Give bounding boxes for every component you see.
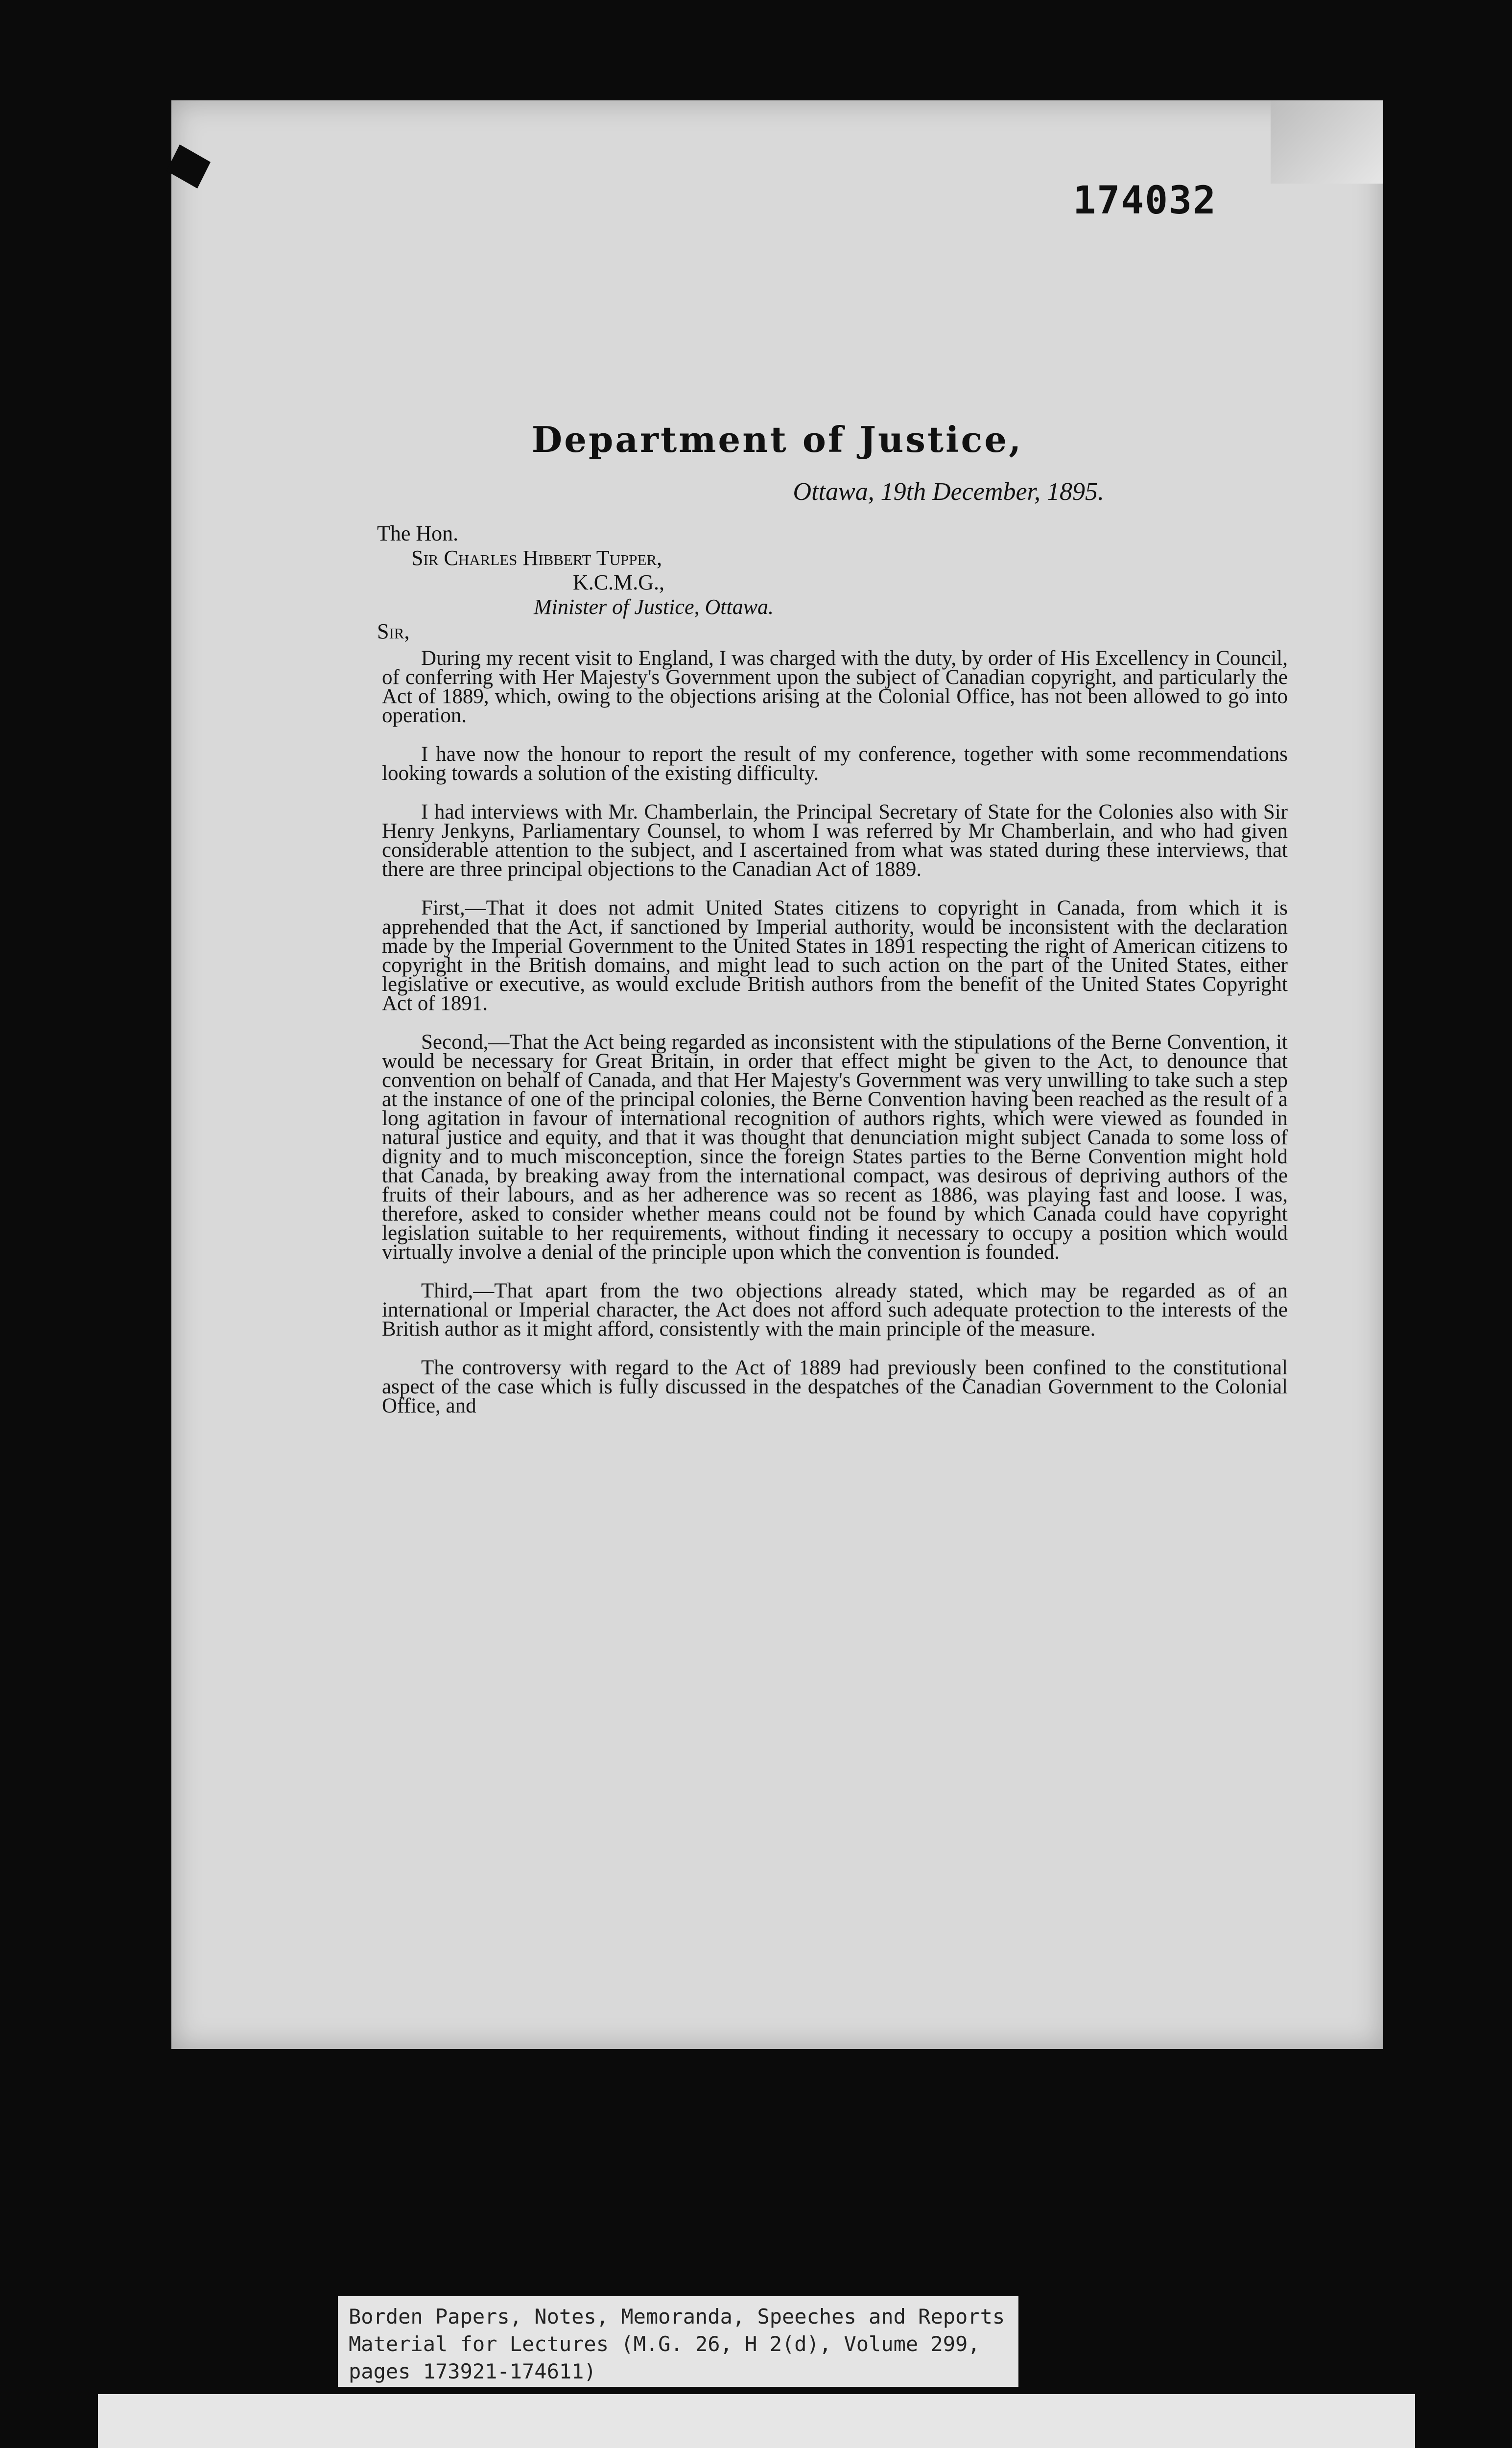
paragraph: First,—That it does not admit United States citizens to copyright in Canada, from which it is apprehended that the Act, if sanctioned by Imperial authority, would be inconsistent with the declaration made by the Imperial Government to the United States in 1891 respecting the right of American citizens to copyright in the British domains, and might lead to such action on the part of the United States, either legislative or executive, as would exclude British authors from the benefit of the United States Copyright Act of 1891.: [382, 896, 1288, 1015]
addressee-line: The Hon.: [377, 521, 459, 545]
paragraph: I have now the honour to report the result of my conference, together with some recommendations looking towards a solution of the existing difficulty.: [382, 743, 1288, 785]
archive-reference-label: [338, 2296, 1018, 2387]
label-line: pages 173921-174611): [349, 2359, 596, 2383]
label-line: Borden Papers, Notes, Memoranda, Speeches and Reports: [349, 2305, 1005, 2329]
document-number: 174032: [1073, 179, 1217, 223]
paragraph: I had interviews with Mr. Chamberlain, the Principal Secretary of State for the Colonies also with Sir Henry Jenkyns, Parliamentary Counsel, to whom I was referred by Mr Chamberlain, and who had given considerable attention to the subject, and I ascertained from what was stated during these interviews, that there are three principal objections to the Canadian Act of 1889.: [382, 800, 1288, 881]
paragraph: Third,—That apart from the two objections already stated, which may be regarded as of an international or Imperial character, the Act does not afford such adequate protection to the interests of the British author as it might afford, consistently with the main principle of the measure.: [382, 1279, 1288, 1341]
salutation: Sir,: [377, 619, 410, 643]
folded-corner: [1271, 100, 1383, 184]
department-heading: Department of Justice,: [531, 419, 1023, 460]
letter-body: [382, 649, 1288, 1435]
paragraph: During my recent visit to England, I was charged with the duty, by order of His Excellency in Council, of conferring with Her Majesty's Government upon the subject of Canadian copyright, and particularly the Act of 1889, which, owing to the objections arising at the Colonial Office, has not been allowed to go into operation.: [382, 647, 1288, 727]
addressee-block: [377, 521, 774, 644]
letter-date: Ottawa, 19th December, 1895.: [793, 478, 1104, 506]
label-line: Material for Lectures (M.G. 26, H 2(d), Volume 299,: [349, 2332, 980, 2356]
addressee-title: Minister of Justice, Ottawa.: [534, 595, 774, 619]
archives-stamp: [98, 2394, 1415, 2448]
torn-corner: [166, 144, 211, 188]
paragraph: The controversy with regard to the Act of 1889 had previously been confined to the constitutional aspect of the case which is fully discussed in the despatches of the Canadian Government to the Colonial Office, and: [382, 1356, 1288, 1417]
addressee-honours: K.C.M.G.,: [573, 570, 665, 594]
document-page: [171, 100, 1383, 2049]
paragraph: Second,—That the Act being regarded as inconsistent with the stipulations of the Berne Convention, it would be necessary for Great Britain, in order that effect might be given to the Act, to denounce that convention on behalf of Canada, and that Her Majesty's Government was very unwilling to take such a step at the instance of one of the principal colonies, the Berne Convention having been reached as the result of a long agitation in favour of international recognition of authors rights, which were viewed as founded in natural justice and equity, and that it was thought that denunciation might subject Canada to some loss of dignity and to much misconception, since the foreign States parties to the Berne Convention might hold that Canada, by breaking away from the international compact, was desirous of depriving authors of the fruits of their labours, and as her adherence was so recent as 1886, was playing fast and loose. I was, therefore, asked to consider whether means could not be found by which Canada could have copyright legislation suitable to her requirements, without finding it necessary to occupy a position which would virtually involve a denial of the principle upon which the convention is founded.: [382, 1031, 1288, 1264]
addressee-name: Sir Charles Hibbert Tupper,: [411, 546, 662, 570]
